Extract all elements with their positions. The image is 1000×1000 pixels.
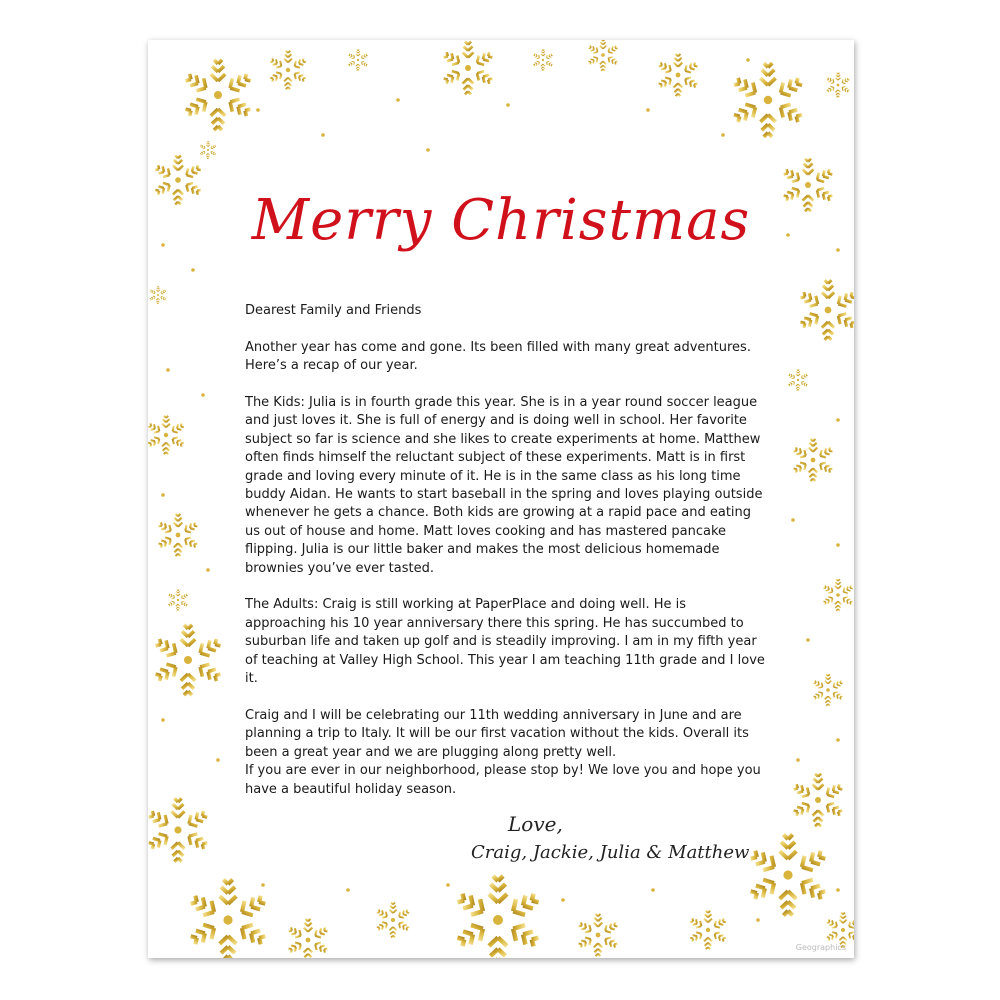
snowflake-icon <box>532 48 555 72</box>
snowflake-icon <box>150 620 226 700</box>
snowflake-icon <box>167 588 190 612</box>
snowflake-icon <box>148 794 212 866</box>
sparkle-dot <box>756 918 760 922</box>
snowflake-icon <box>148 285 167 305</box>
sparkle-dot <box>166 368 170 372</box>
sparkle-dot <box>721 133 725 137</box>
sparkle-dot <box>396 98 400 102</box>
snowflake-icon <box>148 413 187 457</box>
letter-body <box>245 302 765 817</box>
snowflake-icon <box>744 829 832 921</box>
signature-love: Love, <box>508 812 563 836</box>
snowflake-icon <box>575 911 621 958</box>
snowflake-icon <box>795 276 854 344</box>
letter-farewell-paragraph: If you are ever in our neighborhood, please stop by! We love you and hope you have a beautiful holiday season. <box>245 763 761 797</box>
signature-block <box>471 812 750 863</box>
sparkle-dot <box>836 888 840 892</box>
letter-sheet <box>148 40 854 958</box>
snowflake-icon <box>198 140 217 160</box>
snowflake-icon <box>285 916 331 958</box>
snowflake-icon <box>728 58 808 142</box>
snowflake-icon <box>374 900 412 940</box>
sparkle-dot <box>836 543 840 547</box>
sparkle-dot <box>836 738 840 742</box>
sparkle-dot <box>216 758 220 762</box>
snowflake-icon <box>439 40 496 98</box>
sparkle-dot <box>201 393 205 397</box>
sparkle-dot <box>791 518 795 522</box>
sparkle-dot <box>651 888 655 892</box>
snowflake-icon <box>789 770 846 830</box>
sparkle-dot <box>746 58 750 62</box>
sparkle-dot <box>506 103 510 107</box>
snowflake-icon <box>790 436 836 484</box>
sparkle-dot <box>256 108 260 112</box>
sparkle-dot <box>426 148 430 152</box>
snowflake-icon <box>655 51 701 99</box>
sparkle-dot <box>161 718 165 722</box>
snowflake-icon <box>811 672 845 708</box>
snowflake-icon <box>687 908 729 952</box>
publisher-watermark: Geographics <box>795 943 846 952</box>
snowflake-icon <box>821 577 854 613</box>
snowflake-icon <box>347 48 370 72</box>
snowflake-icon <box>184 874 272 958</box>
sparkle-dot <box>836 418 840 422</box>
snowflake-icon <box>450 870 546 958</box>
letter-greeting: Dearest Family and Friends <box>245 303 422 318</box>
sparkle-dot <box>796 758 800 762</box>
sparkle-dot <box>446 883 450 887</box>
letter-kids-paragraph: The Kids: Julia is in fourth grade this year. She is in a year round soccer league and just loves it. She is full of energy and is doing well in school. Her favorite subject so far is science and she likes to create experiments at home. Matthew often finds himself the reluctant subject of these experiments. Matt is in first grade and loving every minute of it. He is in the same class as his long time buddy Aidan. He wants to start baseball in the spring and loves playing outside whenever he gets a chance. Both kids are growing at a rapid pace and eating us out of house and home. Matt loves cooking and has mastered pancake flipping. Julia is our little baker and makes the most delicious homemade brownies you’ve ever tasted. <box>245 395 763 576</box>
snowflake-icon <box>586 40 620 73</box>
sparkle-dot <box>806 638 810 642</box>
signature-names: Craig, Jackie, Julia & Matthew <box>471 842 750 863</box>
sparkle-dot <box>646 108 650 112</box>
snowflake-icon <box>180 55 256 135</box>
snowflake-icon <box>267 48 309 92</box>
letter-adults-paragraph: The Adults: Craig is still working at PaperPlace and doing well. He is approaching his 10 year anniversary there this spring. He has succumbed to suburban life and taken up golf and is steadily improving. I am in my fifth year of teaching at Valley High School. This year I am teaching 11th grade and I love it. <box>245 597 765 687</box>
sparkle-dot <box>191 268 195 272</box>
sparkle-dot <box>206 568 210 572</box>
snowflake-icon <box>155 511 201 559</box>
snowflake-icon <box>787 368 810 392</box>
sparkle-dot <box>161 493 165 497</box>
sparkle-dot <box>261 883 265 887</box>
sparkle-dot <box>561 898 565 902</box>
letter-title: Merry Christmas <box>251 188 751 253</box>
letter-closing-paragraph: Craig and I will be celebrating our 11th wedding anniversary in June and are planning a trip to Italy. It will be our first vacation without the kids. Overall its been a great year and we are plugging along pretty well. <box>245 707 749 760</box>
sparkle-dot <box>321 133 325 137</box>
sparkle-dot <box>346 888 350 892</box>
snowflake-icon <box>825 71 852 99</box>
letter-intro-paragraph: Another year has come and gone. Its been filled with many great adventures. Here’s a recap of our year. <box>245 339 751 374</box>
